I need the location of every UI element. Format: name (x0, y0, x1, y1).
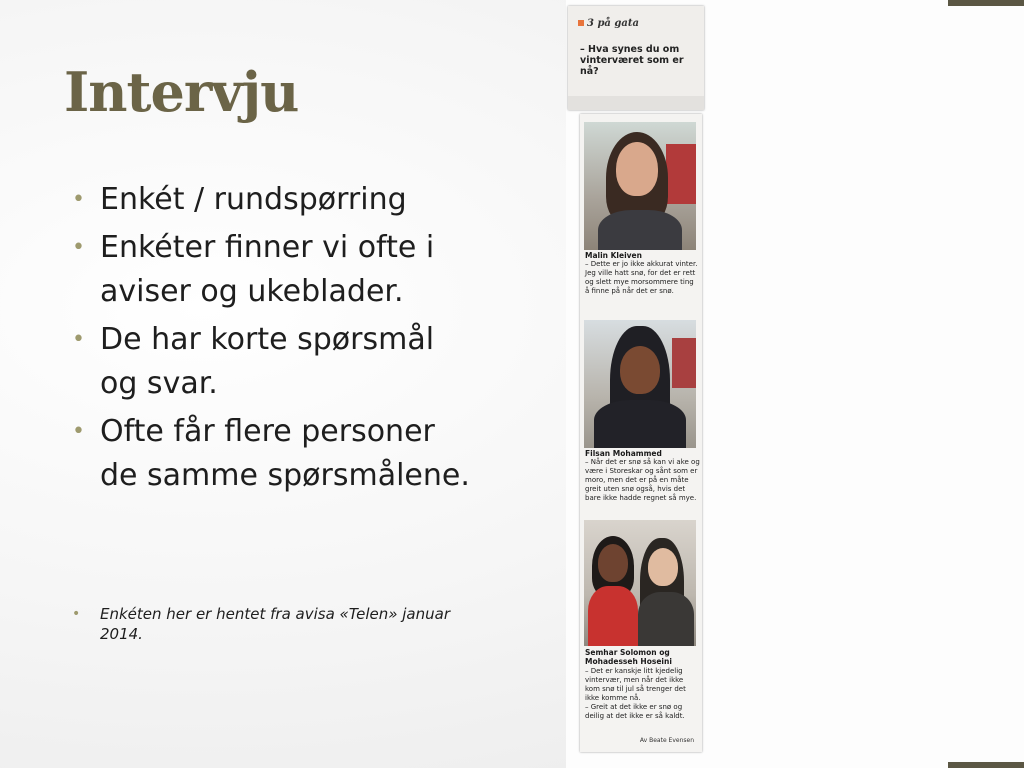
photo-filsan (584, 320, 696, 448)
top-accent-bar (948, 0, 1024, 6)
bullet-dot-icon: • (72, 327, 85, 352)
source-note: • Enkéten her er hentet fra avisa «Telen» januar 2014. (72, 605, 450, 643)
newspaper-clipping-strip (580, 114, 702, 752)
bullet-dot-icon: • (72, 235, 85, 260)
bullet-list (72, 178, 472, 502)
person-answer: – Det er kanskje litt kjedelig vintervær, men når det ikke kom snø til jul så trenger det ikke komme nå. – Greit at det ikke er snø og deilig at det ikke er så kaldt. (585, 667, 686, 720)
photo-malin (584, 122, 696, 250)
bullet-dot-icon: • (72, 187, 85, 212)
person-name: Semhar Solomon og Mohadesseh Hoseini (585, 648, 672, 666)
bullet-item: • Enkét / rundspørring (72, 178, 472, 222)
bullet-dot-icon: • (72, 419, 85, 444)
byline: Av Beate Evensen (639, 737, 694, 744)
bottom-accent-bar (948, 762, 1024, 768)
person-answer: – Når det er snø så kan vi ake og være i Storeskar og sånt som er moro, men det er på en måte greit uten snø også, hvis det bare ikke hadde regnet så mye. (585, 458, 700, 502)
bullet-item: • De har korte spørsmål og svar. (72, 318, 472, 406)
clipping-tag: 3 på gata (578, 18, 639, 29)
bullet-dot-icon: • (72, 606, 81, 622)
person-name: Filsan Mohammed (585, 449, 662, 458)
newspaper-clipping-header (568, 6, 704, 110)
person-name: Malin Kleiven (585, 251, 642, 260)
person-answer: – Dette er jo ikke akkurat vinter. Jeg ville hatt snø, for det er rett og slett mye morsommere ting å finne på når det er snø. (585, 260, 698, 295)
photo-semhar-mohadesseh (584, 520, 696, 646)
bullet-item: • Enkéter finner vi ofte i aviser og ukeblader. (72, 226, 472, 314)
slide-title: Intervju (64, 60, 299, 124)
bullet-item: • Ofte får flere personer de samme spørsmålene. (72, 410, 472, 498)
clipping-question: – Hva synes du om vinterværet som er nå? (580, 44, 684, 77)
